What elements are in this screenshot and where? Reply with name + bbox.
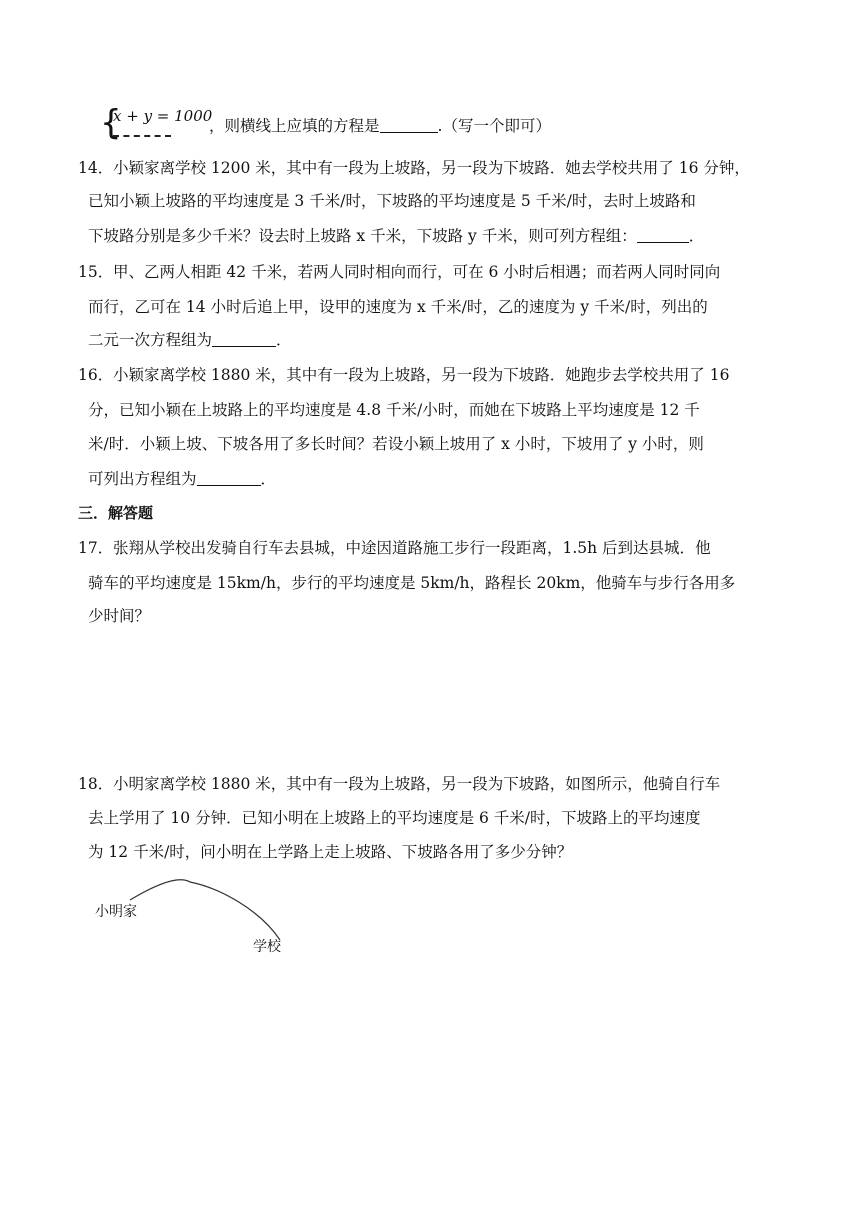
q15-number: 15．	[78, 263, 114, 281]
q18-line-1: 小明家离学校 1880 米，其中有一段为上坡路，另一段为下坡路，如图所示，他骑自行车	[113, 775, 721, 793]
q14-number: 14．	[78, 159, 114, 177]
q15-line-2: 而行，乙可在 14 小时后追上甲，设甲的速度为 x 千米/时，乙的速度为 y 千米/时，列出的	[88, 298, 708, 316]
answer-blank	[197, 469, 261, 486]
q14-line-1: 小颖家离学校 1200 米，其中有一段为上坡路，另一段为下坡路．她去学校共用了 16 分钟，	[113, 159, 750, 177]
system-bottom-blank	[113, 127, 171, 137]
brace-symbol: {	[100, 103, 122, 143]
q16-line-3: 米/时．小颖上坡、下坡各用了多长时间？若设小颖上坡用了 x 小时，下坡用了 y 小时，则	[88, 435, 704, 453]
q17-number: 17．	[78, 539, 114, 557]
q15-line-3-text: 二元一次方程组为	[88, 331, 213, 349]
home-label: 小明家	[95, 904, 137, 920]
answer-blank	[380, 116, 438, 133]
q16-line-4	[88, 469, 276, 489]
q15-line-1: 甲、乙两人相距 42 千米，若两人同时相向而行，可在 6 小时后相遇；而若两人同时同向	[113, 263, 721, 281]
q14-line-3	[88, 226, 704, 246]
q16-line-2: 分，已知小颖在上坡路上的平均速度是 4.8 千米/小时，而她在下坡路上平均速度是 12 千	[88, 401, 700, 419]
q14-line-3-text: 下坡路分别是多少千米？设去时上坡路 x 千米，下坡路 y 千米，则可列方程组：	[88, 227, 637, 245]
q13-tail-text	[209, 116, 551, 136]
q17-line-2: 骑车的平均速度是 15km/h，步行的平均速度是 5km/h，路程长 20km，他骑车与步行各用多	[88, 574, 736, 592]
answer-blank	[212, 330, 276, 347]
q16-line-4-text: 可列出方程组为	[88, 470, 197, 488]
q18-line-3: 为 12 千米/时，问小明在上学路上走上坡路、下坡路各用了多少分钟？	[88, 843, 573, 861]
q13-after: .（写一个即可）	[437, 117, 551, 135]
period: ．	[260, 470, 277, 488]
q14-line-2: 已知小颖上坡路的平均速度是 3 千米/时，下坡路的平均速度是 5 千米/时，去时上坡路和	[88, 192, 696, 210]
q17-line-1: 张翔从学校出发骑自行车去县城，中途因道路施工步行一段距离，1.5h 后到达县城．他	[113, 539, 711, 557]
q16-line-1: 小颖家离学校 1880 米，其中有一段为上坡路，另一段为下坡路．她跑步去学校共用了 16	[113, 366, 730, 384]
q18-number: 18．	[78, 775, 114, 793]
q18-line-2: 去上学用了 10 分钟．已知小明在上坡路上的平均速度是 6 千米/时，下坡路上的平均速度	[88, 809, 701, 827]
period: ．	[688, 227, 705, 245]
school-label: 学校	[253, 939, 281, 955]
system-top-equation: x + y = 1000	[113, 107, 213, 125]
q15-line-3	[88, 330, 292, 350]
period: ．	[276, 331, 292, 349]
q16-number: 16．	[78, 366, 114, 384]
answer-blank	[637, 226, 689, 243]
section-heading: 三．解答题	[78, 504, 154, 522]
q17-line-3: 少时间？	[88, 607, 151, 625]
road-diagram	[90, 870, 300, 960]
q13-text: ，则横线上应填的方程是	[209, 117, 380, 135]
